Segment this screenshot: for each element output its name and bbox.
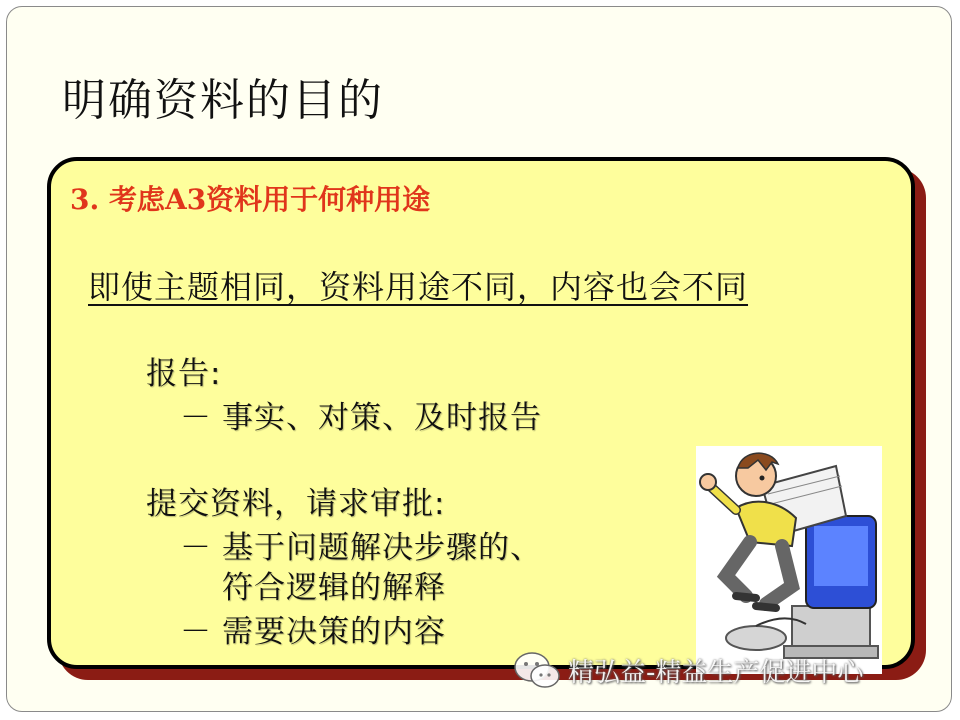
report-item: 事实、对策、及时报告 <box>222 400 542 436</box>
submission-item-1-line-2: 符合逻辑的解释 <box>222 570 446 606</box>
dash-bullet: － <box>180 400 211 436</box>
wechat-icon <box>512 649 562 691</box>
report-label: 报告: <box>146 356 222 392</box>
submission-label: 提交资料，请求审批: <box>146 486 446 522</box>
submission-item-2: 需要决策的内容 <box>222 614 446 650</box>
lead-text: 即使主题相同，资料用途不同，内容也会不同 <box>88 268 749 306</box>
point-heading: 3. 考虑A3资料用于何种用途 <box>70 183 431 216</box>
submission-item-1-line-1: 基于问题解决步骤的、 <box>222 530 542 566</box>
dash-bullet: － <box>180 614 211 650</box>
watermark-text: 精弘益-精益生产促进中心 <box>568 657 864 688</box>
running-man-with-computer-icon <box>696 446 882 674</box>
slide-title: 明确资料的目的 <box>62 75 384 126</box>
dash-bullet: － <box>180 530 211 566</box>
watermark <box>512 648 863 692</box>
